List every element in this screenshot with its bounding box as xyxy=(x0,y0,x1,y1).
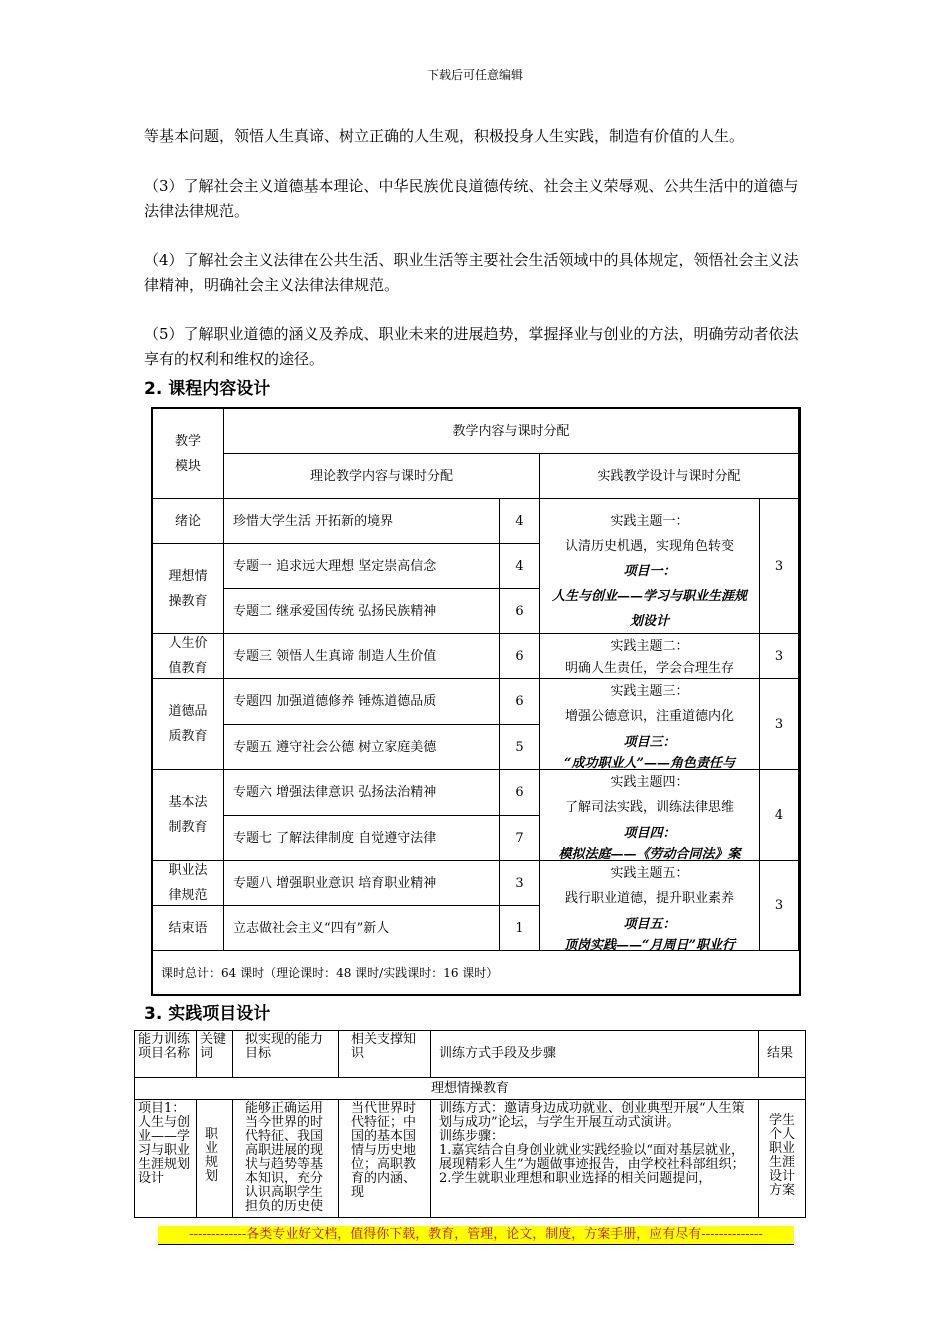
practice-project-table xyxy=(134,1030,806,1218)
topic-cell: 立志做社会主义“四有”新人 xyxy=(224,906,500,951)
topic-cell: 珍惜大学生活 开拓新的境界 xyxy=(224,499,500,544)
hours-cell: 6 xyxy=(500,634,540,679)
section-title: 2. 课程内容设计 xyxy=(144,379,271,399)
paragraph: （5）了解职业道德的涵义及养成、职业未来的进展趋势，掌握择业与创业的方法，明确劳动者依法享有的权利和维权的途径。 xyxy=(144,325,799,368)
hours-cell: 3 xyxy=(500,861,540,906)
col-header: 拟实现的能力目标 xyxy=(233,1031,339,1078)
project-name-cell: 项目1：人生与创业——学习与职业生涯规划设计 xyxy=(135,1100,197,1217)
module-cell: 绪论 xyxy=(153,499,224,544)
module-cell: 结束语 xyxy=(153,906,224,951)
hours-cell: 1 xyxy=(500,906,540,951)
practice-cell: 实践主题五： 践行职业道德，提升职业素养 项目五： 顶岗实践——“月周日”职业行 xyxy=(540,861,760,951)
hours-cell: 6 xyxy=(500,770,540,816)
col-header: 训练方式手段及步骤 xyxy=(431,1031,759,1078)
knowledge-cell: 当代世界时代特征；中国的基本国情与历史地位；高职教育的内涵、现 xyxy=(339,1100,431,1217)
hours-cell: 4 xyxy=(500,544,540,589)
topic-cell: 专题七 了解法律制度 自觉遵守法律 xyxy=(224,816,500,861)
topic-cell: 专题五 遵守社会公德 树立家庭美德 xyxy=(224,725,500,770)
module-header: 教学 模块 xyxy=(153,409,224,499)
col-header: 相关支撑知识 xyxy=(339,1031,431,1078)
footer-banner: -------------各类专业好文档，值得你下载，教育，管理，论文，制度，方案手册，应有尽有-------------- xyxy=(158,1226,794,1245)
goal-cell: 能够正确运用当今世界的时代特征、我国高职进展的现状与趋势等基本知识，充分认识高职学生担负的历史使 xyxy=(233,1100,339,1217)
practice-cell: 实践主题一： 认清历史机遇，实现角色转变 项目一： 人生与创业——学习与职业生涯规划设计 xyxy=(540,499,760,634)
hours-cell: 4 xyxy=(500,499,540,544)
group-row: 理想情操教育 xyxy=(135,1078,805,1100)
topic-cell: 专题二 继承爱国传统 弘扬民族精神 xyxy=(224,589,500,634)
practice-header: 实践教学设计与课时分配 xyxy=(540,454,799,499)
topic-cell: 专题三 领悟人生真谛 制造人生价值 xyxy=(224,634,500,679)
practice-cell: 实践主题三： 增强公德意识，注重道德内化 项目三： “成功职业人”——角色责任与 xyxy=(540,679,760,770)
col-header: 结果 xyxy=(759,1031,805,1078)
topic-cell: 专题六 增强法律意识 弘扬法治精神 xyxy=(224,770,500,816)
course-content-table xyxy=(151,407,801,996)
module-cell: 职业法律规范 xyxy=(153,861,224,906)
theory-header: 理论教学内容与课时分配 xyxy=(224,454,540,499)
practice-cell: 实践主题四： 了解司法实践，训练法律思维 项目四： 模拟法庭——《劳动合同法》案 xyxy=(540,770,760,861)
practice-hours: 3 xyxy=(760,861,799,951)
practice-hours: 3 xyxy=(760,634,799,679)
hours-cell: 6 xyxy=(500,589,540,634)
page-header: 下载后可任意编辑 xyxy=(426,68,523,82)
practice-cell: 实践主题二： 明确人生责任，学会合理生存 xyxy=(540,634,760,679)
total-hours: 课时总计：64 课时（理论课时：48 课时/实践课时：16 课时） xyxy=(161,966,499,980)
practice-hours: 3 xyxy=(760,679,799,770)
topic-cell: 专题一 追求远大理想 坚定崇高信念 xyxy=(224,544,500,589)
topic-cell: 专题四 加强道德修养 锤炼道德品质 xyxy=(224,679,500,725)
hours-cell: 7 xyxy=(500,816,540,861)
main-header: 教学内容与课时分配 xyxy=(224,409,799,454)
result-cell: 学生个人职业生涯设计方案 xyxy=(768,1113,795,1198)
method-cell: 训练方式：邀请身边成功就业、创业典型开展“人生策划与成功”论坛，与学生开展互动式演讲。 训练步骤： 1.嘉宾结合自身创业就业实践经验以“面对基层就业，展现精彩人生”为题做事迹报告，由学校社科部组织； 2.学生就职业理想和职业选择的相关问题提问， xyxy=(431,1100,759,1217)
module-cell: 理想情操教育 xyxy=(153,544,224,634)
col-header: 能力训练项目名称 xyxy=(135,1031,197,1078)
keyword-cell: 职业规划 xyxy=(197,1100,233,1217)
hours-cell: 6 xyxy=(500,679,540,725)
col-header: 关键词 xyxy=(197,1031,233,1078)
section-title: 3. 实践项目设计 xyxy=(144,1004,271,1024)
module-cell: 人生价值教育 xyxy=(153,634,224,679)
paragraph: （3）了解社会主义道德基本理论、中华民族优良道德传统、社会主义荣辱观、公共生活中的道德与法律法律规范。 xyxy=(144,177,799,220)
paragraph: （4）了解社会主义法律在公共生活、职业生活等主要社会生活领域中的具体规定，领悟社会主义法律精神，明确社会主义法律法律规范。 xyxy=(144,251,799,294)
hours-cell: 5 xyxy=(500,725,540,770)
paragraph: 等基本问题，领悟人生真谛、树立正确的人生观，积极投身人生实践，制造有价值的人生。 xyxy=(144,127,745,145)
practice-hours: 3 xyxy=(760,499,799,634)
practice-hours: 4 xyxy=(760,770,799,861)
module-cell: 基本法制教育 xyxy=(153,770,224,861)
module-cell: 道德品质教育 xyxy=(153,679,224,770)
topic-cell: 专题八 增强职业意识 培育职业精神 xyxy=(224,861,500,906)
